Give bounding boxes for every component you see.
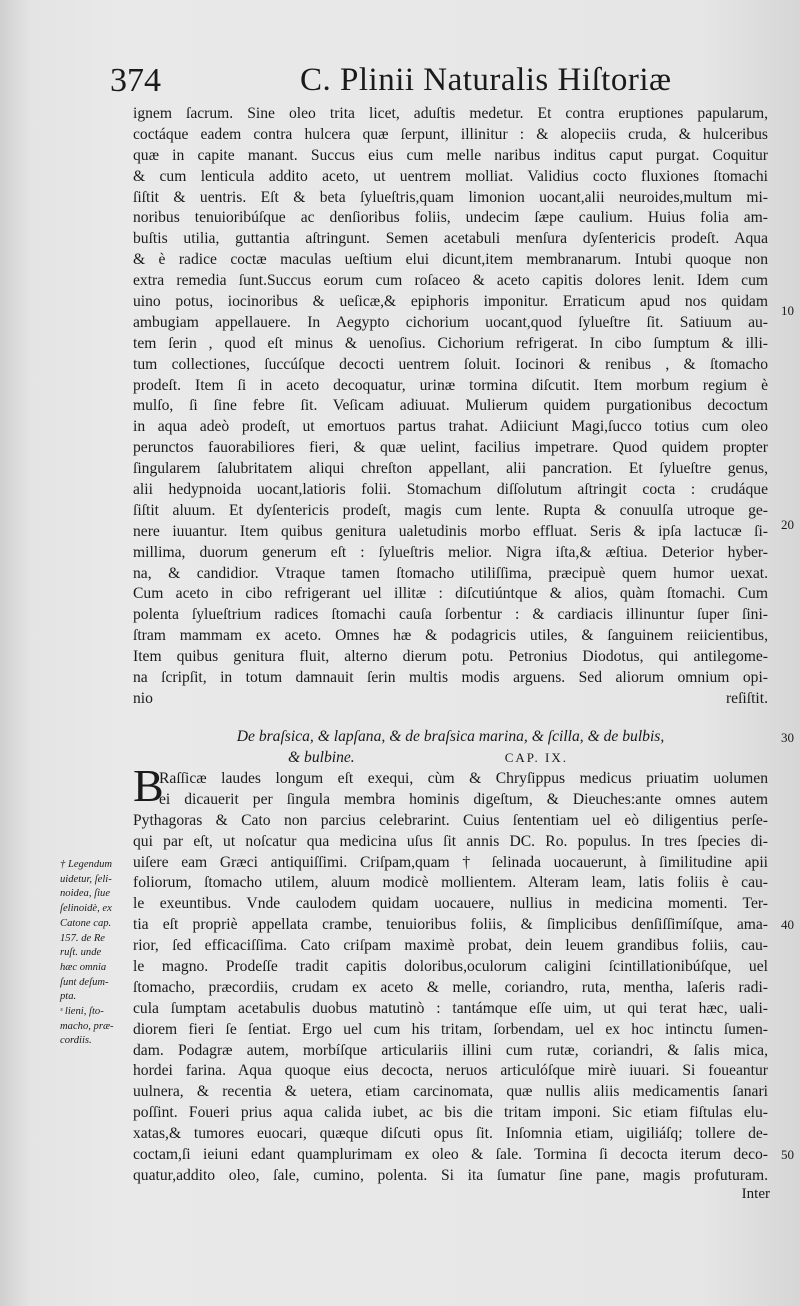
text-line: ei dicauerit per ſingula membra hominis digeſtum, & Dieuches:ante omnes autem — [159, 790, 768, 808]
margin-note-line: ſunt deſum- — [60, 976, 109, 988]
text-line: buſtis utilia, guttantia aſtringunt. Semen acetabuli menſura dyſentericis prodeſt. Aqua — [133, 230, 768, 248]
text-line: diorem fieri ſe ſentiat. Ergo uel cum his tritam, ſorbendam, uel ex hoc intinctu ſumen- — [133, 1020, 768, 1038]
text-line: nio reſiſtit. — [133, 689, 768, 707]
text-line: uino potus, iocinoribus & ueſicæ,& epiphoris imponitur. Erraticum apud nos quidam — [133, 293, 768, 311]
text-line: ſiſtit aluum. Et dyſentericis prodeſt, magis cum lente. Rupta & conuulſa utroque ge- — [133, 501, 768, 519]
line-number-50: 50 — [781, 1147, 794, 1162]
catchword: Inter — [741, 1186, 770, 1202]
margin-note-line: ruſt. unde — [60, 947, 102, 959]
text-line: coctáque eadem contra hulcera quæ ſerpunt, illinitur : & alopeciis cruda, & hulceribus — [133, 125, 768, 143]
margin-note-line: ˢ lieni, ſto- — [60, 1006, 104, 1018]
text-line: dam. Podagræ autem, morbíſque articulariis illini cum rutæ, coriandri, & ſalis mica, — [133, 1041, 768, 1059]
text-line: poſſint. Foueri prius aqua calida iubet, ac bis die tritam imponi. Sic etiam fiſtulas elu- — [133, 1104, 768, 1122]
text-line: ſiſtit & uentris. Eſt & beta ſylueſtris,quam limonion uocant,alii neuroides,multum mi- — [133, 188, 768, 206]
text-line: ſingularem ſalubritatem aliqui chreſton appellant, alii pancration. Et ſylueſtre genus, — [133, 460, 768, 478]
margin-note-line: pta. — [60, 991, 77, 1003]
text-line: Pythagoras & Cato non parcius celebrarint. Cuius ſententiam uel eò diligentius perſe- — [133, 811, 768, 829]
page-number: 374 — [110, 62, 161, 99]
margin-note-line: noidea, ſiue — [60, 888, 111, 900]
chapter-heading-line-2: & bulbine. — [288, 748, 355, 766]
chapter-heading — [133, 727, 768, 769]
text-line: ambugiam appellauere. In Aegypto cichorium uocant,quod ſylueſtre ſit. Satiuum au- — [133, 313, 768, 331]
margin-note-line: cordiis. — [60, 1035, 92, 1047]
text-line: xatas,& tumores euocari, quæque diſcuti opus ſit. Inſomnia etiam, uigiliáſq; tollere de- — [133, 1125, 768, 1143]
text-line: rior, ſed efficaciſſima. Cato criſpam maximè probat, dein leuem grandibus foliis, cau- — [133, 937, 768, 955]
line-number-40: 40 — [781, 917, 794, 932]
text-block-chapter-ix — [133, 769, 768, 1187]
text-line: foliorum, ſtomacho utilem, aluum modicè mollientem. Alteram leam, latis foliis è cau- — [133, 874, 768, 892]
text-line: quæ in capite manant. Succus eius cum melle naribus inditus caput purgat. Coquitur — [133, 146, 768, 164]
text-line: tum collectiones, ſuccúſque decocti uentrem ſoluit. Iocinori & renibus , & ſtomacho — [133, 355, 768, 373]
text-line: na, & candidior. Vtraque tamen ſtomacho utiliſſima, præcipuè quem humor uexat. — [133, 564, 768, 582]
text-line: uulnera, & recentia & uetera, etiam carcinomata, quæ nullis aliis medicamentis ſanari — [133, 1083, 768, 1101]
text-line: coctam,ſi ieiuni edant quamplurimam ex oleo & ſale. Tormina ſi decocta iterum deco- — [133, 1146, 768, 1164]
margin-note-line: † Legendum — [60, 859, 113, 870]
chapter-number: CAP. IX. — [504, 749, 569, 765]
text-line: Cum aceto in cibo refrigerant uel illitæ : diſcutiúntque & alios, quàm ſtomachi. Cum — [133, 585, 768, 603]
text-line: le magno. Prodeſſe tradit capitis doloribus,oculorum caligini ſcintillationibúſque, uel — [133, 958, 768, 976]
text-line: na ſcripſit, in totum damnauit ſerin multis modis arguens. Sed aliorum omnium opi- — [133, 669, 768, 687]
text-line: in aqua adeò prodeſt, ut emortuos partus trahat. Adiiciunt Magi,ſucco totius cum oleo — [133, 418, 768, 436]
line-number-30: 30 — [781, 730, 794, 745]
running-title: C. Plinii Naturalis Hiſtoriæ — [300, 62, 672, 98]
text-line: alii hedypnoida uocant,latioris folii. Stomachum diſſolutum aſtringit cocta : crudáque — [133, 481, 768, 499]
line-number-20: 20 — [781, 517, 794, 532]
text-line: Item quibus genitura fluit, alterno dierum potu. Petronius Diodotus, qui antilegome- — [133, 648, 768, 666]
line-number-10: 10 — [781, 303, 794, 318]
text-line: extra remedia ſunt.Succus eorum cum roſaceo & aceto capitis dolores lenit. Idem cum — [133, 272, 768, 290]
margin-note-line: Catone cap. — [60, 917, 112, 929]
text-line: tem ſerin , quod eſt minus & uenoſius. Cichorium refrigerat. In cibo ſumptum & illi- — [133, 334, 768, 352]
text-line: mulſo, ſi ſine febre ſit. Veſicam adiuuat. Mulierum quidem purgationibus decoctum — [133, 397, 768, 415]
text-line: ignem ſacrum. Sine oleo trita licet, aduſtis medetur. Et contra eruptiones papularum, — [133, 105, 768, 122]
margin-note-line: macho, præ- — [60, 1020, 114, 1032]
text-line: prodeſt. Item ſi in aceto decoquatur, urinæ tormina diſcutit. Item morbum regium è — [133, 376, 768, 394]
chapter-heading-line-1: De braſsica, & lapſana, & de braſsica marina, & ſcilla, & de bulbis, — [236, 728, 665, 745]
text-line: hordei farina. Aqua quoque eius decocta, neruos articulóſque mirè iuuari. Si foueantur — [133, 1062, 768, 1080]
page-header — [110, 62, 760, 104]
margin-note-line: uidetur, ſeli- — [60, 873, 112, 885]
text-line: qui par eſt, ut noſcatur qua medicina uſus ſit annis DC. Ro. populus. In tres ſpecies di- — [133, 832, 768, 850]
margin-note-line: 157. de Re — [60, 932, 106, 944]
text-line: noribus tenuioribúſque ac denſioribus foliis, undecim ſæpe caulium. Huius folia am- — [133, 209, 768, 227]
text-line: ſtram mammam ex aceto. Omnes hæ & podagricis utiles, & ſanguinem reiicientibus, — [133, 627, 768, 645]
text-line: perunctos fauorabiliores fieri, & quæ uelint, facilius impetrare. Quod quidem propter — [133, 439, 768, 457]
text-line: ſtomacho, præcordiis, crudam ex aceto & melle, coriandro, ruta, mentha, laſeris radi- — [133, 978, 768, 996]
text-block-continuation — [133, 104, 768, 710]
text-line: polenta ſylueſtrium radices ſtomachi cauſa ſorbentur : & cardiacis illinuntur ſuper ſini- — [133, 606, 768, 624]
text-line: uiſere eam Græci antiquiſſimi. Criſpam,quam † ſelinada uocauerunt, à ſimilitudine apii — [133, 853, 768, 871]
text-line: nere iuuantur. Item quibus genitura ualetudinis morbo effluat. Seris & ipſa lactucæ ſi- — [133, 522, 768, 540]
text-line: Raſſicæ laudes longum eſt exequi, cùm & Chryſippus medicus priuatim uolumen — [159, 770, 768, 787]
text-line: le exeuntibus. Vnde caulodem quidam uocauere, nullius in medicina momenti. Ter- — [133, 895, 768, 913]
drop-cap: B — [133, 760, 164, 811]
text-line: tia eſt propriè appellata crambe, tenuioribus foliis, & ſimplicibus denſiſſimíſque, ama- — [133, 916, 768, 934]
text-line: cula ſumptam acetabulis duobus matutinò : tantámque eſſe uim, ut qui terat hæc, uali- — [133, 999, 768, 1017]
text-line: millima, duorum generum eſt : ſylueſtris melior. Nigra iſta,& æſtiua. Deterior hyber- — [133, 543, 768, 561]
text-line: quatur,addito oleo, ſale, cumino, polenta. Si ita ſumatur ſine pane, magis profuturam. — [133, 1166, 768, 1184]
text-line: & cum lenticula addito aceto, ut uentrem molliat. Validius cocto fluxiones ſtomachi — [133, 167, 768, 185]
margin-note-line: hæc omnia — [60, 961, 107, 973]
margin-note-line: ſelinoidè, ex — [60, 903, 112, 915]
margin-note — [60, 858, 132, 1049]
text-line: & è radice coctæ maculas ueſtium elui dicunt,item membranarum. Intubi quoque non — [133, 251, 768, 269]
